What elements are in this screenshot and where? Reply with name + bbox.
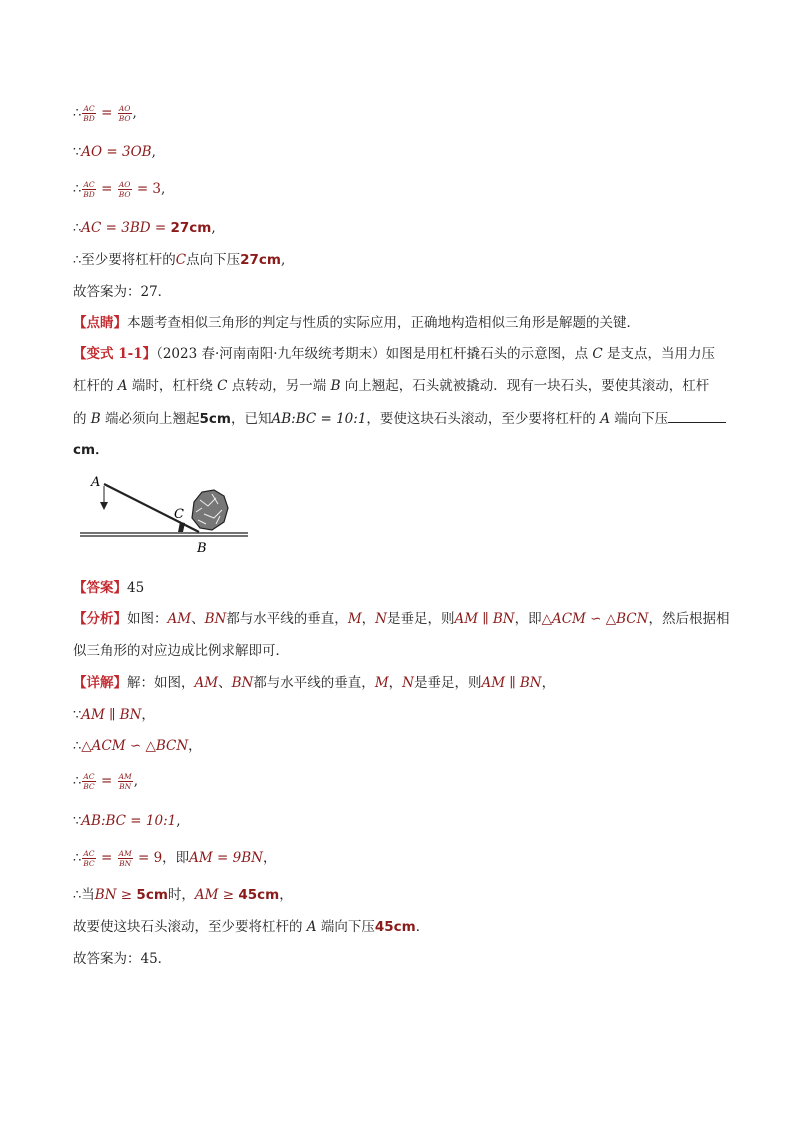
answer-blank[interactable]: [668, 408, 726, 423]
line-am-parallel-bn: ∵AM ∥ BN，: [73, 707, 155, 723]
force-arrow-head: [100, 502, 108, 510]
lever-bar: [104, 484, 199, 532]
variant-line-1: 【变式 1-1】（2023 春·河南南阳·九年级统考期末）如图是用杠杆撬石头的示意图，点 C 是支点，当用力压: [73, 346, 716, 362]
dianjing-tag: 【点睛】: [73, 315, 127, 331]
line-ao-3ob: ∵AO = 3OB,: [73, 144, 156, 160]
label-b: B: [197, 541, 207, 554]
rock: [192, 490, 228, 530]
answer-line: 【答案】45: [73, 580, 145, 596]
analysis-line-2: 似三角形的对应边成比例求解即可．: [73, 643, 289, 659]
line-ab-bc: ∵AB:BC = 10:1,: [73, 813, 181, 829]
fraction-ao-bo: $\frac{AO}{BO}$: [118, 104, 131, 123]
fraction-ac-bd: $\frac{AC}{BD}$: [83, 104, 95, 123]
line-ratio-1: ∴ $\frac{AC}{BD}$ = $\frac{AO}{BO}$ ,: [73, 104, 137, 123]
line-ac-27cm: ∴AC = 3BD = 27cm,: [73, 220, 216, 236]
line-ratio-4: ∴ $\frac{AC}{BC}$ = $\frac{AM}{BN}$ = 9，即AM = 9BN，: [73, 849, 277, 868]
variant-line-2: 杠杆的 A 端时，杠杆绕 C 点转动，另一端 B 向上翘起，石头就被撬动．现有一块石头，要使其滚动，杠杆: [73, 378, 710, 394]
analysis-tag: 【分析】: [73, 611, 127, 627]
answer-line-45: 故答案为：45．: [73, 951, 172, 967]
dianjing-line: 【点睛】本题考查相似三角形的判定与性质的实际应用，正确地构造相似三角形是解题的关键．: [73, 315, 640, 331]
detail-tag: 【详解】: [73, 675, 127, 691]
label-a: A: [91, 475, 101, 490]
line-ratio-2: ∴ $\frac{AC}{BD}$ = $\frac{AO}{BO}$ = 3,: [73, 180, 166, 199]
variant-line-3: 的 B 端必须向上翘起5cm，已知AB:BC = 10:1，要使这块石头滚动，至少要将杠杆的 A 端向下压: [73, 408, 726, 429]
therefore-symbol: ∴: [73, 106, 82, 121]
fulcrum: [178, 522, 185, 532]
answer-line-27: 故答案为：27．: [73, 284, 172, 300]
variant-tag: 【变式 1-1】: [73, 346, 157, 362]
line-condition: ∴当BN ≥ 5cm时，AM ≥ 45cm，: [73, 887, 293, 903]
lever-figure: [76, 472, 256, 554]
line-press-27cm: ∴至少要将杠杆的C点向下压27cm,: [73, 252, 286, 268]
analysis-line-1: 【分析】如图：AM、BN都与水平线的垂直，M，N是垂足，则AM ∥ BN，即△ACM ∽ △BCN，然后根据相: [73, 611, 730, 627]
answer-tag: 【答案】: [73, 580, 127, 596]
variant-line-4: cm．: [73, 442, 109, 458]
line-ratio-3: ∴ $\frac{AC}{BC}$ = $\frac{AM}{BN}$ ,: [73, 772, 138, 791]
detail-line-1: 【详解】解：如图，AM、BN都与水平线的垂直，M，N是垂足，则AM ∥ BN，: [73, 675, 556, 691]
line-conclusion: 故要使这块石头滚动，至少要将杠杆的 A 端向下压45cm．: [73, 919, 430, 935]
label-c: C: [174, 507, 184, 522]
line-similar-triangles: ∴△ACM ∽ △BCN，: [73, 738, 202, 754]
